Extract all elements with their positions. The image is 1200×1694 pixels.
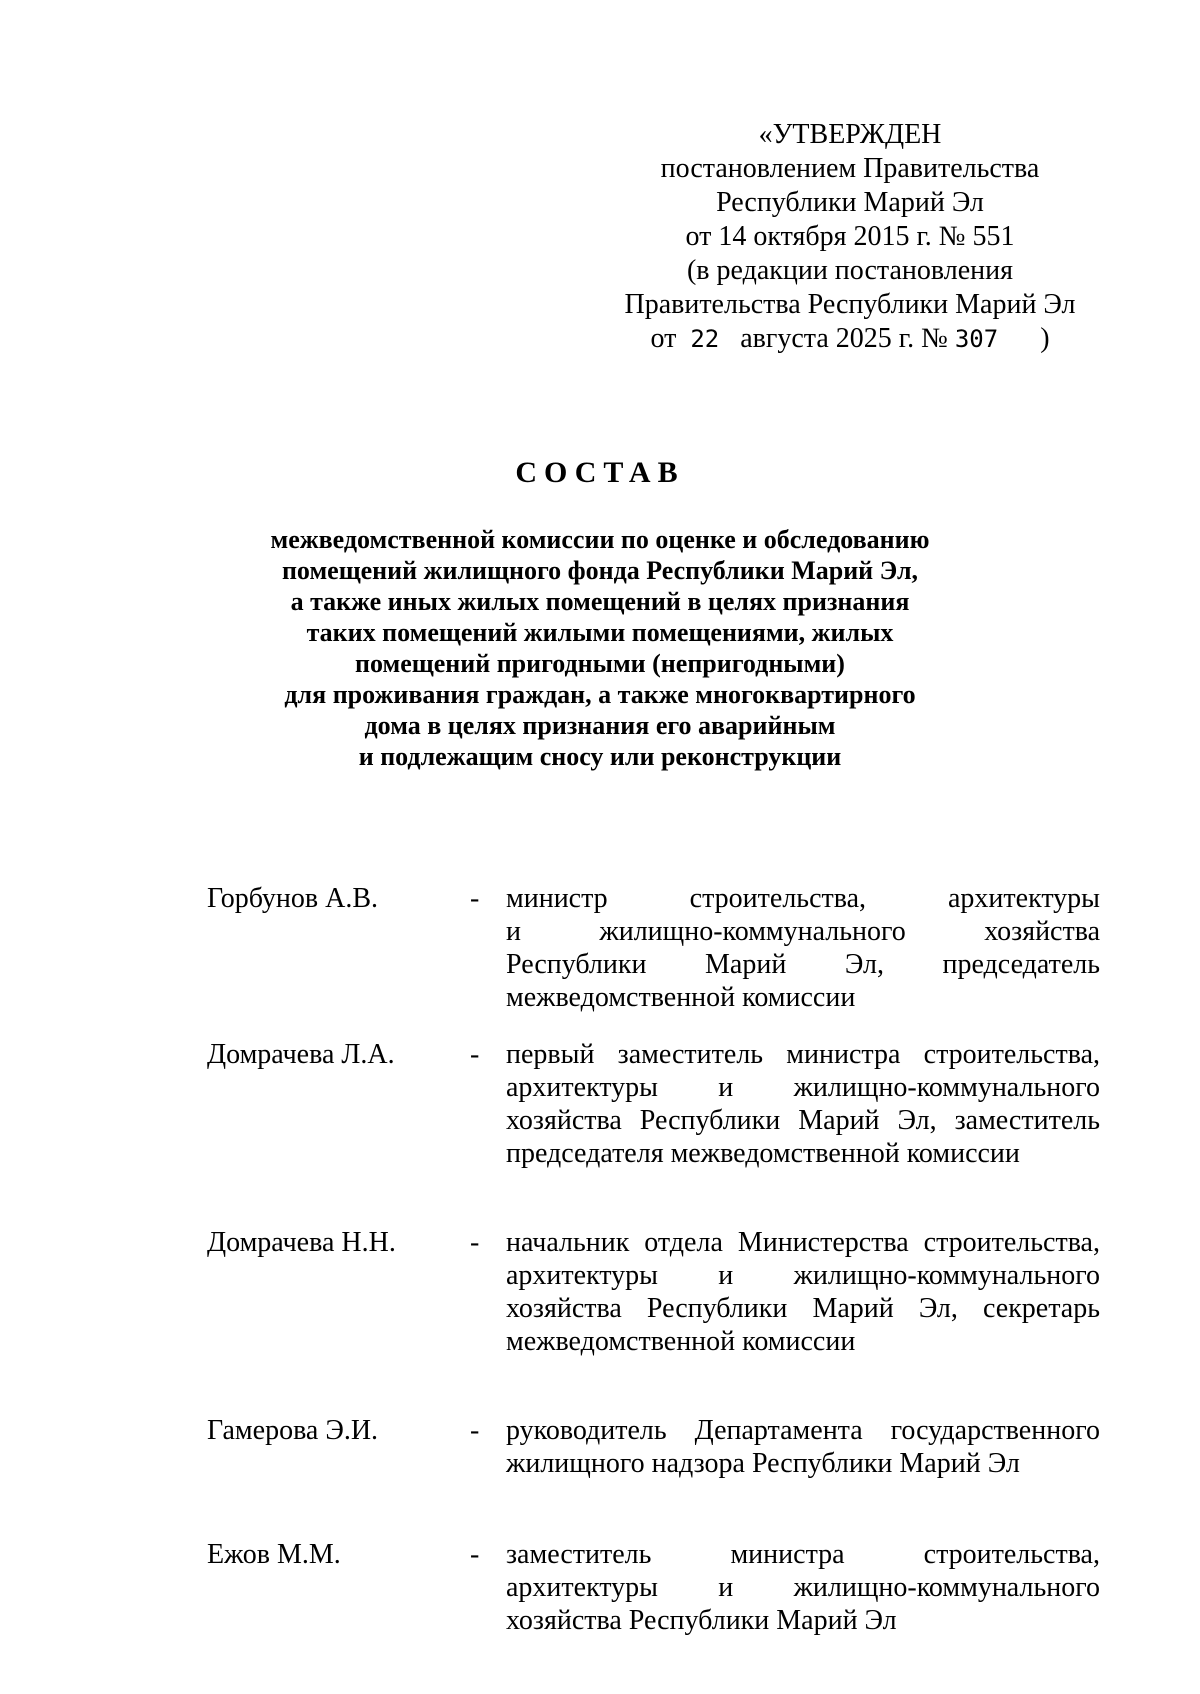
- approval-line-approved: «УТВЕРЖДЕН: [758, 119, 942, 150]
- member-dash: -: [470, 883, 480, 914]
- member-position: [506, 1414, 1100, 1480]
- document-subtitle: [250, 524, 950, 772]
- subtitle-line: таких помещений жилыми помещениями, жилых: [306, 618, 894, 647]
- member-dash: -: [470, 1539, 480, 1570]
- member-position-line: руководитель Департамента государственного: [506, 1415, 1100, 1446]
- member-dash: -: [470, 1415, 480, 1446]
- member-name: Горбунов А.В.: [207, 883, 379, 914]
- member-name: Домрачева Н.Н.: [207, 1227, 396, 1258]
- approval-line-decree: постановлением Правительства: [660, 153, 1040, 184]
- member-position-line: архитектуры и жилищно-коммунального: [506, 1072, 1100, 1103]
- approval-line-republic: Республики Марий Эл: [716, 187, 984, 218]
- member-position: [506, 882, 1100, 1014]
- amendment-number: 307: [954, 325, 999, 353]
- approval-stamp: [600, 118, 1100, 356]
- amendment-month-year: августа 2025 г. №: [740, 323, 948, 354]
- member-position-line: и жилищно-коммунального хозяйства: [506, 916, 1100, 947]
- member-position-line: заместитель министра строительства,: [506, 1539, 1100, 1570]
- member-position-line: жилищного надзора Республики Марий Эл: [506, 1448, 1020, 1479]
- member-position-line: председателя межведомственной комиссии: [506, 1138, 1020, 1169]
- subtitle-line: помещений пригодными (непригодными): [355, 649, 845, 678]
- member-position-line: хозяйства Республики Марий Эл, заместитель: [506, 1105, 1100, 1136]
- member-entry: [207, 882, 1100, 1013]
- member-position-line: хозяйства Республики Марий Эл, секретарь: [506, 1293, 1100, 1324]
- amendment-ot: от: [650, 323, 677, 354]
- amendment-close: ): [1040, 323, 1050, 354]
- member-dash: -: [470, 1227, 480, 1258]
- member-position: [506, 1226, 1100, 1358]
- member-position-line: начальник отдела Министерства строительства,: [506, 1227, 1100, 1258]
- member-name: Домрачева Л.А.: [207, 1039, 395, 1070]
- document-title: СОСТАВ: [515, 456, 685, 489]
- member-entry: [207, 1038, 1100, 1170]
- approval-line-amendment: [600, 322, 1100, 356]
- member-position: [506, 1038, 1100, 1170]
- member-name: Гамерова Э.И.: [207, 1415, 379, 1446]
- member-position-line: архитектуры и жилищно-коммунального: [506, 1572, 1100, 1603]
- member-position-line: межведомственной комиссии: [506, 982, 856, 1013]
- member-dash: -: [470, 1039, 480, 1070]
- member-position-line: министр строительства, архитектуры: [506, 883, 1100, 914]
- subtitle-line: межведомственной комиссии по оценке и обследованию: [270, 525, 930, 554]
- member-name: Ежов М.М.: [207, 1539, 341, 1570]
- member-position-line: межведомственной комиссии: [506, 1326, 856, 1357]
- member-position-line: Республики Марий Эл, председатель: [506, 949, 1100, 980]
- amendment-day: 22: [690, 325, 720, 353]
- subtitle-line: и подлежащим сносу или реконструкции: [358, 742, 842, 771]
- subtitle-line: помещений жилищного фонда Республики Марий Эл,: [281, 556, 919, 585]
- member-position-line: первый заместитель министра строительства,: [506, 1039, 1100, 1070]
- subtitle-line: а также иных жилых помещений в целях признания: [290, 587, 910, 616]
- member-position: [506, 1538, 1100, 1637]
- subtitle-line: дома в целях признания его аварийным: [364, 711, 836, 740]
- member-position-line: архитектуры и жилищно-коммунального: [506, 1260, 1100, 1291]
- member-position-line: хозяйства Республики Марий Эл: [506, 1605, 897, 1636]
- member-entry: [207, 1414, 1100, 1482]
- subtitle-line: для проживания граждан, а также многоквартирного: [284, 680, 916, 709]
- approval-line-date: от 14 октября 2015 г. № 551: [685, 221, 1015, 252]
- member-entry: [207, 1538, 1100, 1638]
- approval-line-edition: (в редакции постановления: [686, 255, 1014, 286]
- approval-line-government: Правительства Республики Марий Эл: [624, 289, 1076, 320]
- member-list: [207, 882, 1100, 1694]
- member-entry: [207, 1226, 1100, 1358]
